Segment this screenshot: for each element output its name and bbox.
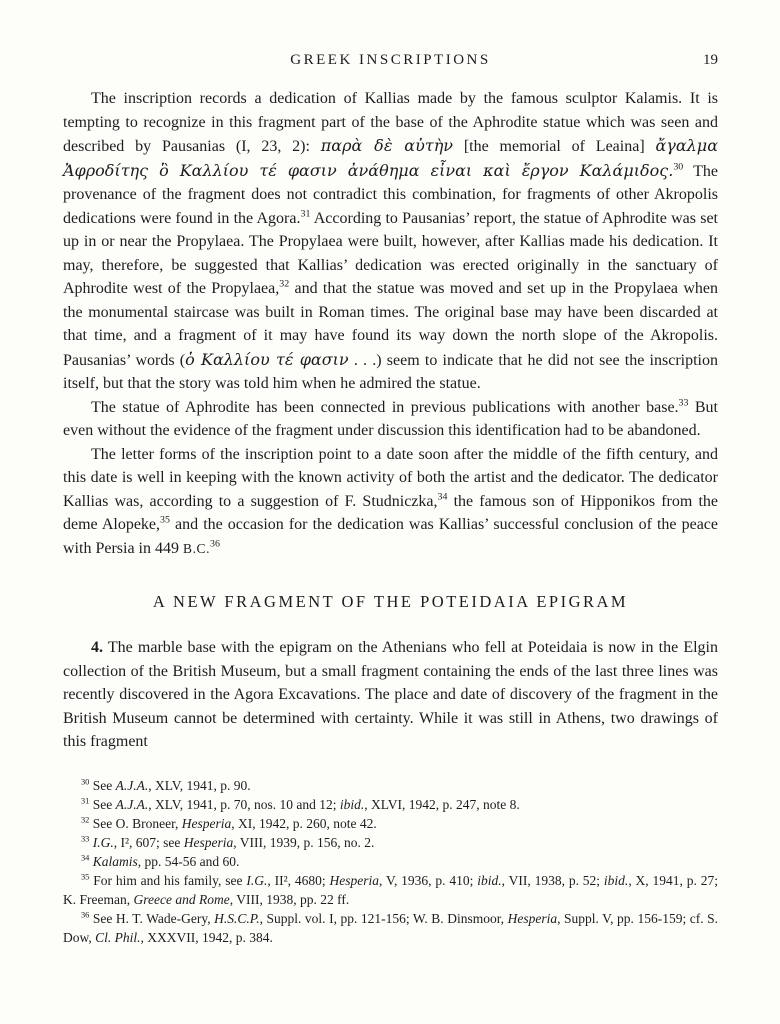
footnote-35: $^{35}$ For him and his family, see I.G., II², 4680; Hesperia, V, 1936, p. 410; ibid., VII, 1938, p. 52; ibid., X, 1941, p. 27; K. Freeman, Greece and Rome, VIII, 1938, pp. 22 ff.: [63, 872, 718, 907]
footnotes-section: [63, 776, 718, 947]
footnote-34: $^{34}$ Kalamis, pp. 54-56 and 60.: [81, 853, 240, 869]
footnote-33: $^{33}$ I.G., I², 607; see Hesperia, VIII, 1939, p. 156, no. 2.: [81, 834, 375, 850]
page-number: 19: [703, 52, 718, 68]
body-text: [63, 87, 718, 754]
paragraph-4: 4. The marble base with the epigram on the Athenians who fell at Poteidaia is now in the Elgin collection of the British Museum, but a small fragment containing the ends of the last three lines was recently discovered in the Agora Excavations. The place and date of discovery of the fragment in the British Museum cannot be determined with certainty. While it was still in Athens, two drawings of this fragment: [63, 639, 718, 750]
footnote-32: $^{32}$ See O. Broneer, Hesperia, XI, 1942, p. 260, note 42.: [81, 815, 377, 831]
paragraph-2: The statue of Aphrodite has been connected in previous publications with another base.$^{33}$ But even without the evidence of the fragment under discussion this identification had to be abandoned.: [63, 397, 718, 439]
paragraph-3: The letter forms of the inscription point to a date soon after the middle of the fifth century, and this date is well in keeping with the known activity of both the artist and the dedicator. The dedicator Kallias was, according to a suggestion of F. Studniczka,$^{34}$ the famous son of Hipponikos from the deme Alopeke,$^{35}$ and the occasion for the dedication was Kallias’ successful conclusion of the peace with Persia in 449 B.C.$^{36}$: [63, 445, 719, 557]
page-header: [63, 52, 718, 69]
section-heading: A NEW FRAGMENT OF THE POTEIDAIA EPIGRAM: [152, 592, 629, 611]
footnote-30: $^{30}$ See A.J.A., XLV, 1941, p. 90.: [81, 777, 251, 793]
footnote-31: $^{31}$ See A.J.A., XLV, 1941, p. 70, nos. 10 and 12; ibid., XLVI, 1942, p. 247, note 8.: [81, 796, 520, 812]
paragraph-1: The inscription records a dedication of Kallias made by the famous sculptor Kalamis. It is tempting to recognize in this fragment part of the base of the Aphrodite statue which was seen and described by Pausanias (I, 23, 2): παρὰ δὲ αὐτὴν [the memorial of Leaina] ἄγαλμα Ἀφροδίτης ὃ Καλλίου τέ φασιν ἀνάθημα εἶναι καὶ ἔργον Καλάμιδος.$^{30}$ The provenance of the fragment does not contradict this combination, for fragments of other Akropolis dedications were found in the Agora.$^{31}$ According to Pausanias’ report, the statue of Aphrodite was set up in or near the Propylaea. The Propylaea were built, however, after Kallias made his dedication. It may, therefore, be suggested that Kallias’ dedication was erected originally in the sanctuary of Aphrodite west of the Propylaea,$^{32}$ and that the statue was moved and set up in the Propylaea when the monumental staircase was built in Roman times. The original base may have been discarded at that time, and a fragment of it may have found its way down the north slope of the Akropolis. Pausanias’ words (ὁ Καλλίου τέ φασιν . . .) seem to indicate that he did not see the inscription itself, but that the story was told him when he admired the statue.: [63, 90, 719, 392]
running-title: GREEK INSCRIPTIONS: [290, 52, 491, 68]
footnote-36: $^{36}$ See H. T. Wade-Gery, H.S.C.P., Suppl. vol. I, pp. 121-156; W. B. Dinsmoor, Hesperia, Suppl. V, pp. 156-159; cf. S. Dow, Cl. Phil., XXXVII, 1942, p. 384.: [63, 910, 718, 945]
